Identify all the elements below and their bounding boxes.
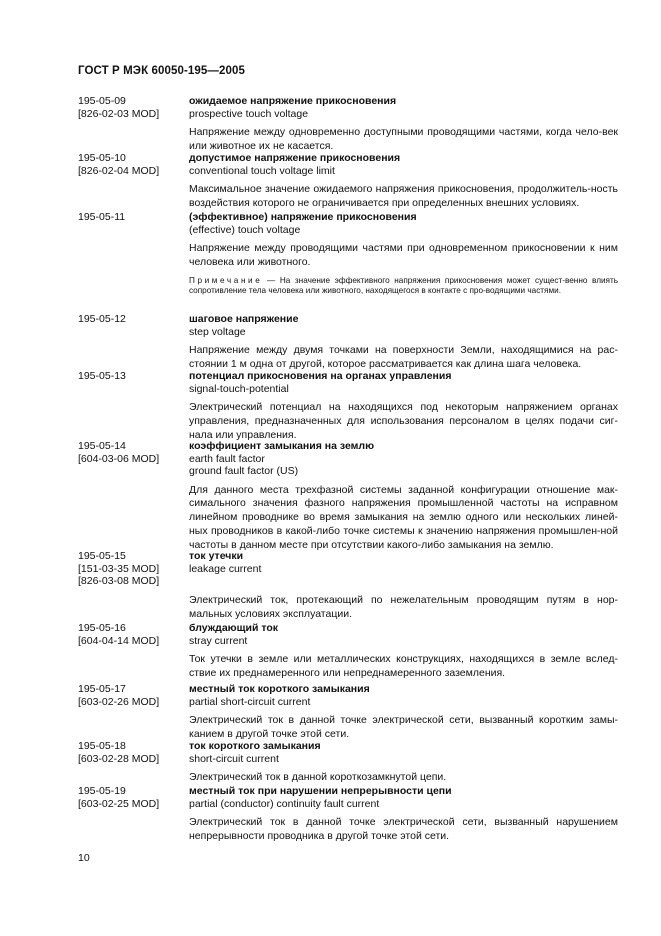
- note-text: — На значение эффективного напряжения прикосновения может сущест-венно влиять сопротивление тела человека или животного, находящегося в контакте с про-водящими частями.: [189, 275, 618, 296]
- term-ru: блуждающий ток: [189, 622, 278, 634]
- term-en: short-circuit current: [189, 752, 279, 765]
- term-definition: Электрический потенциал на находящихся под некоторым напряжением органах управления, предназначенных для использования персоналом в целях подачи сиг-нала или управления.: [189, 401, 618, 441]
- entry-reference: [826-02-03 MOD]: [78, 107, 160, 120]
- term-en: leakage current: [189, 562, 262, 575]
- entry-reference: [151-03-35 MOD]: [78, 562, 160, 575]
- entry-reference: [603-02-28 MOD]: [78, 752, 160, 765]
- entry-codes: [78, 152, 183, 177]
- entry-reference: [604-03-06 MOD]: [78, 452, 160, 465]
- term-entry: [78, 740, 618, 785]
- term-entry: [78, 550, 618, 622]
- term-ru: ток короткого замыкания: [189, 740, 321, 752]
- entry-codes: [78, 683, 183, 708]
- term-entry: [78, 370, 618, 440]
- term-ru: коэффициент замыкания на землю: [189, 440, 375, 452]
- term-entry: [78, 785, 618, 845]
- term-definition: Максимальное значение ожидаемого напряжения прикосновения, продолжитель-ность воздействия которого не ограничивается при определенных внешних условиях.: [189, 183, 618, 209]
- entry-number: 195-05-17: [78, 683, 126, 695]
- term-en: partial short-circuit current: [189, 695, 311, 708]
- term-entry: [78, 440, 618, 550]
- term-note: [189, 276, 618, 298]
- term-entry: [78, 152, 618, 211]
- term-definition: Ток утечки в земле или металлических конструкциях, находящихся в земле вслед-ствие их преднамеренного или непреднамеренного заземления.: [189, 653, 618, 679]
- note-label: Примечание: [189, 275, 263, 285]
- term-entry: [78, 211, 618, 313]
- term-en: (effective) touch voltage: [189, 223, 301, 236]
- term-definition: Электрический ток в данной точке электрической сети, вызванный нарушением непрерывности проводника в другой точке этой сети.: [189, 816, 618, 842]
- entry-reference: [826-03-08 MOD]: [78, 575, 160, 587]
- term-en: partial (conductor) continuity fault current: [189, 797, 380, 810]
- term-ru: потенциал прикосновения на органах управления: [189, 370, 452, 382]
- term-en: signal-touch-potential: [189, 382, 289, 395]
- term-ru: местный ток при нарушении непрерывности цепи: [189, 785, 452, 797]
- term-en: earth fault factor: [189, 452, 265, 465]
- entry-number: 195-05-09: [78, 95, 126, 107]
- entry-number: 195-05-14: [78, 440, 126, 452]
- entry-codes: [78, 440, 183, 465]
- term-ru: местный ток короткого замыкания: [189, 683, 370, 695]
- term-ru: шаговое напряжение: [189, 313, 299, 325]
- term-en: step voltage: [189, 325, 246, 338]
- entry-codes: [78, 740, 183, 765]
- term-definition: Электрический ток, протекающий по нежелательным проводящим путям в нор-мальных условиях эксплуатации.: [189, 594, 618, 620]
- term-ru: ожидаемое напряжение прикосновения: [189, 95, 397, 107]
- entry-number: 195-05-12: [78, 313, 126, 325]
- term-entry: [78, 95, 618, 152]
- term-en: ground fault factor (US): [189, 465, 299, 477]
- term-en: stray current: [189, 634, 248, 647]
- term-en: prospective touch voltage: [189, 107, 309, 120]
- term-definition: Электрический ток в данной точке электрической сети, вызванный коротким замы-канием в другой точке этой сети.: [189, 714, 618, 740]
- term-ru: (эффективное) напряжение прикосновения: [189, 211, 417, 223]
- entry-number: 195-05-13: [78, 370, 126, 382]
- entry-codes: [78, 211, 183, 224]
- entry-number: 195-05-19: [78, 785, 126, 797]
- entry-codes: [78, 313, 183, 326]
- entry-reference: [604-04-14 MOD]: [78, 634, 160, 647]
- entry-codes: [78, 785, 183, 810]
- term-en: conventional touch voltage limit: [189, 164, 335, 177]
- entry-codes: [78, 622, 183, 647]
- term-ru: ток утечки: [189, 550, 244, 562]
- term-entry: [78, 683, 618, 740]
- entry-reference: [826-02-04 MOD]: [78, 164, 160, 177]
- term-definition: Электрический ток в данной короткозамкнутой цепи.: [189, 771, 447, 783]
- term-ru: допустимое напряжение прикосновения: [189, 152, 401, 164]
- page-number: 10: [78, 852, 90, 864]
- term-definition: Напряжение между одновременно доступными проводящими частями, когда чело-век или животное их не касается.: [189, 126, 618, 152]
- entry-codes: [78, 95, 183, 120]
- entry-codes: [78, 370, 183, 383]
- entry-number: 195-05-10: [78, 152, 126, 164]
- entry-number: 195-05-18: [78, 740, 126, 752]
- term-entry: [78, 313, 618, 370]
- term-definition: Для данного места трехфазной системы заданной конфигурации отношение мак-симального значения фазного напряжения промышленной частоты на исправном линейном проводнике во время замыкания на землю одного или нескольких линей-ных проводников в какой-либо точке системы к значению напряжения промышлен-ной частоты в данном месте при отсутствии какого-либо замыкания на землю.: [189, 483, 618, 551]
- entry-reference: [603-02-25 MOD]: [78, 797, 160, 810]
- entry-number: 195-05-11: [78, 211, 126, 223]
- term-entry: [78, 622, 618, 683]
- document-header: ГОСТ Р МЭК 60050-195—2005: [78, 65, 245, 77]
- term-definition: Напряжение между проводящими частями при одновременном прикосновении к ним человека или животного.: [189, 242, 618, 268]
- entry-reference: [603-02-26 MOD]: [78, 695, 160, 708]
- term-list: [78, 95, 618, 845]
- entry-number: 195-05-16: [78, 622, 126, 634]
- term-definition: Напряжение между двумя точками на поверхности Земли, находящимися на рас-стоянии 1 м одна от другой, которое рассматривается как длина шага человека.: [189, 344, 618, 370]
- entry-codes: [78, 550, 183, 588]
- entry-number: 195-05-15: [78, 550, 126, 562]
